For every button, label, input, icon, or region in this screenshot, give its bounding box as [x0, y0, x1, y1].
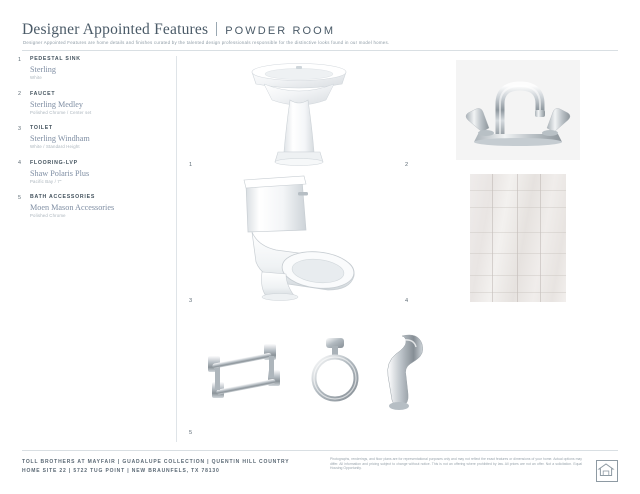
title-subheading: POWDER ROOM	[225, 25, 336, 37]
feature-description: Pacific Bay / 7"	[30, 178, 62, 184]
feature-category: FAUCET	[30, 90, 56, 97]
feature-category: FLOORING-LVP	[30, 159, 78, 166]
cell-number: 5	[189, 430, 193, 436]
footer-line-2: HOME SITE 22 | 5722 TUG POINT | NEW BRAUNFELS, TX 78130	[22, 468, 220, 474]
feature-number: 4	[18, 160, 21, 166]
product-image-grid	[186, 56, 618, 444]
faucet-photo	[456, 60, 580, 160]
feature-list	[18, 56, 168, 229]
cell-number: 2	[405, 162, 409, 168]
title-divider	[216, 22, 217, 36]
feature-number: 1	[18, 56, 21, 63]
feature-name: Moen Mason Accessories	[30, 203, 115, 212]
page-title	[22, 20, 335, 39]
vertical-divider	[176, 56, 177, 442]
pedestal-sink-photo	[234, 58, 364, 170]
header-divider	[22, 50, 618, 51]
towel-ring-photo	[304, 332, 368, 412]
toilet-paper-holder-photo	[378, 330, 440, 414]
feature-category: BATH ACCESSORIES	[30, 194, 96, 200]
feature-number: 2	[18, 91, 21, 97]
feature-name: Shaw Polaris Plus	[30, 168, 90, 178]
list-item	[18, 194, 168, 219]
page-header	[0, 0, 640, 52]
list-item	[18, 91, 168, 116]
title-main: Designer Appointed Features	[22, 21, 209, 38]
page-subtitle: Designer Appointed Features are home details and finishes curated by the talented design professionals responsible for the distinctive looks found in our model homes.	[23, 40, 390, 45]
grid-cell-pedestal-sink	[186, 56, 402, 172]
flooring-sample-photo	[470, 174, 566, 302]
footer-disclaimer: Photographs, renderings, and floor plans are for representational purposes only and may not reflect the exact features or dimensions of your home. Actual options may differ. All information and pricing subject to change without notice. This is not an offering where prohibited by law. All prices are not an offer. Not a solicitation. Equal Housing Opportunity.	[330, 457, 582, 471]
list-item	[18, 125, 168, 150]
list-item	[18, 160, 168, 185]
feature-description: White / Standard Height	[30, 144, 80, 149]
feature-name: Sterling	[30, 65, 56, 74]
feature-name: Sterling Medley	[30, 99, 83, 109]
grid-cell-flooring	[402, 172, 618, 308]
feature-name: Sterling Windham	[30, 134, 90, 143]
feature-category: TOILET	[30, 125, 53, 131]
grid-cell-toilet	[186, 172, 402, 308]
equal-housing-logo-icon	[596, 460, 618, 482]
footer-line-1: TOLL BROTHERS AT MAYFAIR | GUADALUPE COLLECTION | QUENTIN HILL COUNTRY	[22, 459, 290, 465]
list-item	[18, 56, 168, 81]
feature-number: 5	[18, 194, 21, 201]
footer-community-info	[22, 458, 322, 476]
feature-description: Polished Chrome	[30, 213, 66, 218]
grid-cell-bath-accessories	[186, 308, 618, 444]
grid-cell-faucet	[402, 56, 618, 172]
feature-category: PEDESTAL SINK	[30, 56, 81, 62]
feature-number: 3	[18, 125, 21, 132]
towel-bar-photo	[202, 338, 294, 414]
cell-number: 4	[405, 298, 409, 304]
cell-number: 1	[189, 162, 193, 168]
feature-description: Polished Chrome / Center set	[30, 109, 92, 115]
cell-number: 3	[189, 298, 193, 304]
footer-divider	[22, 450, 618, 451]
toilet-photo	[232, 172, 372, 302]
feature-description: White	[30, 75, 42, 80]
